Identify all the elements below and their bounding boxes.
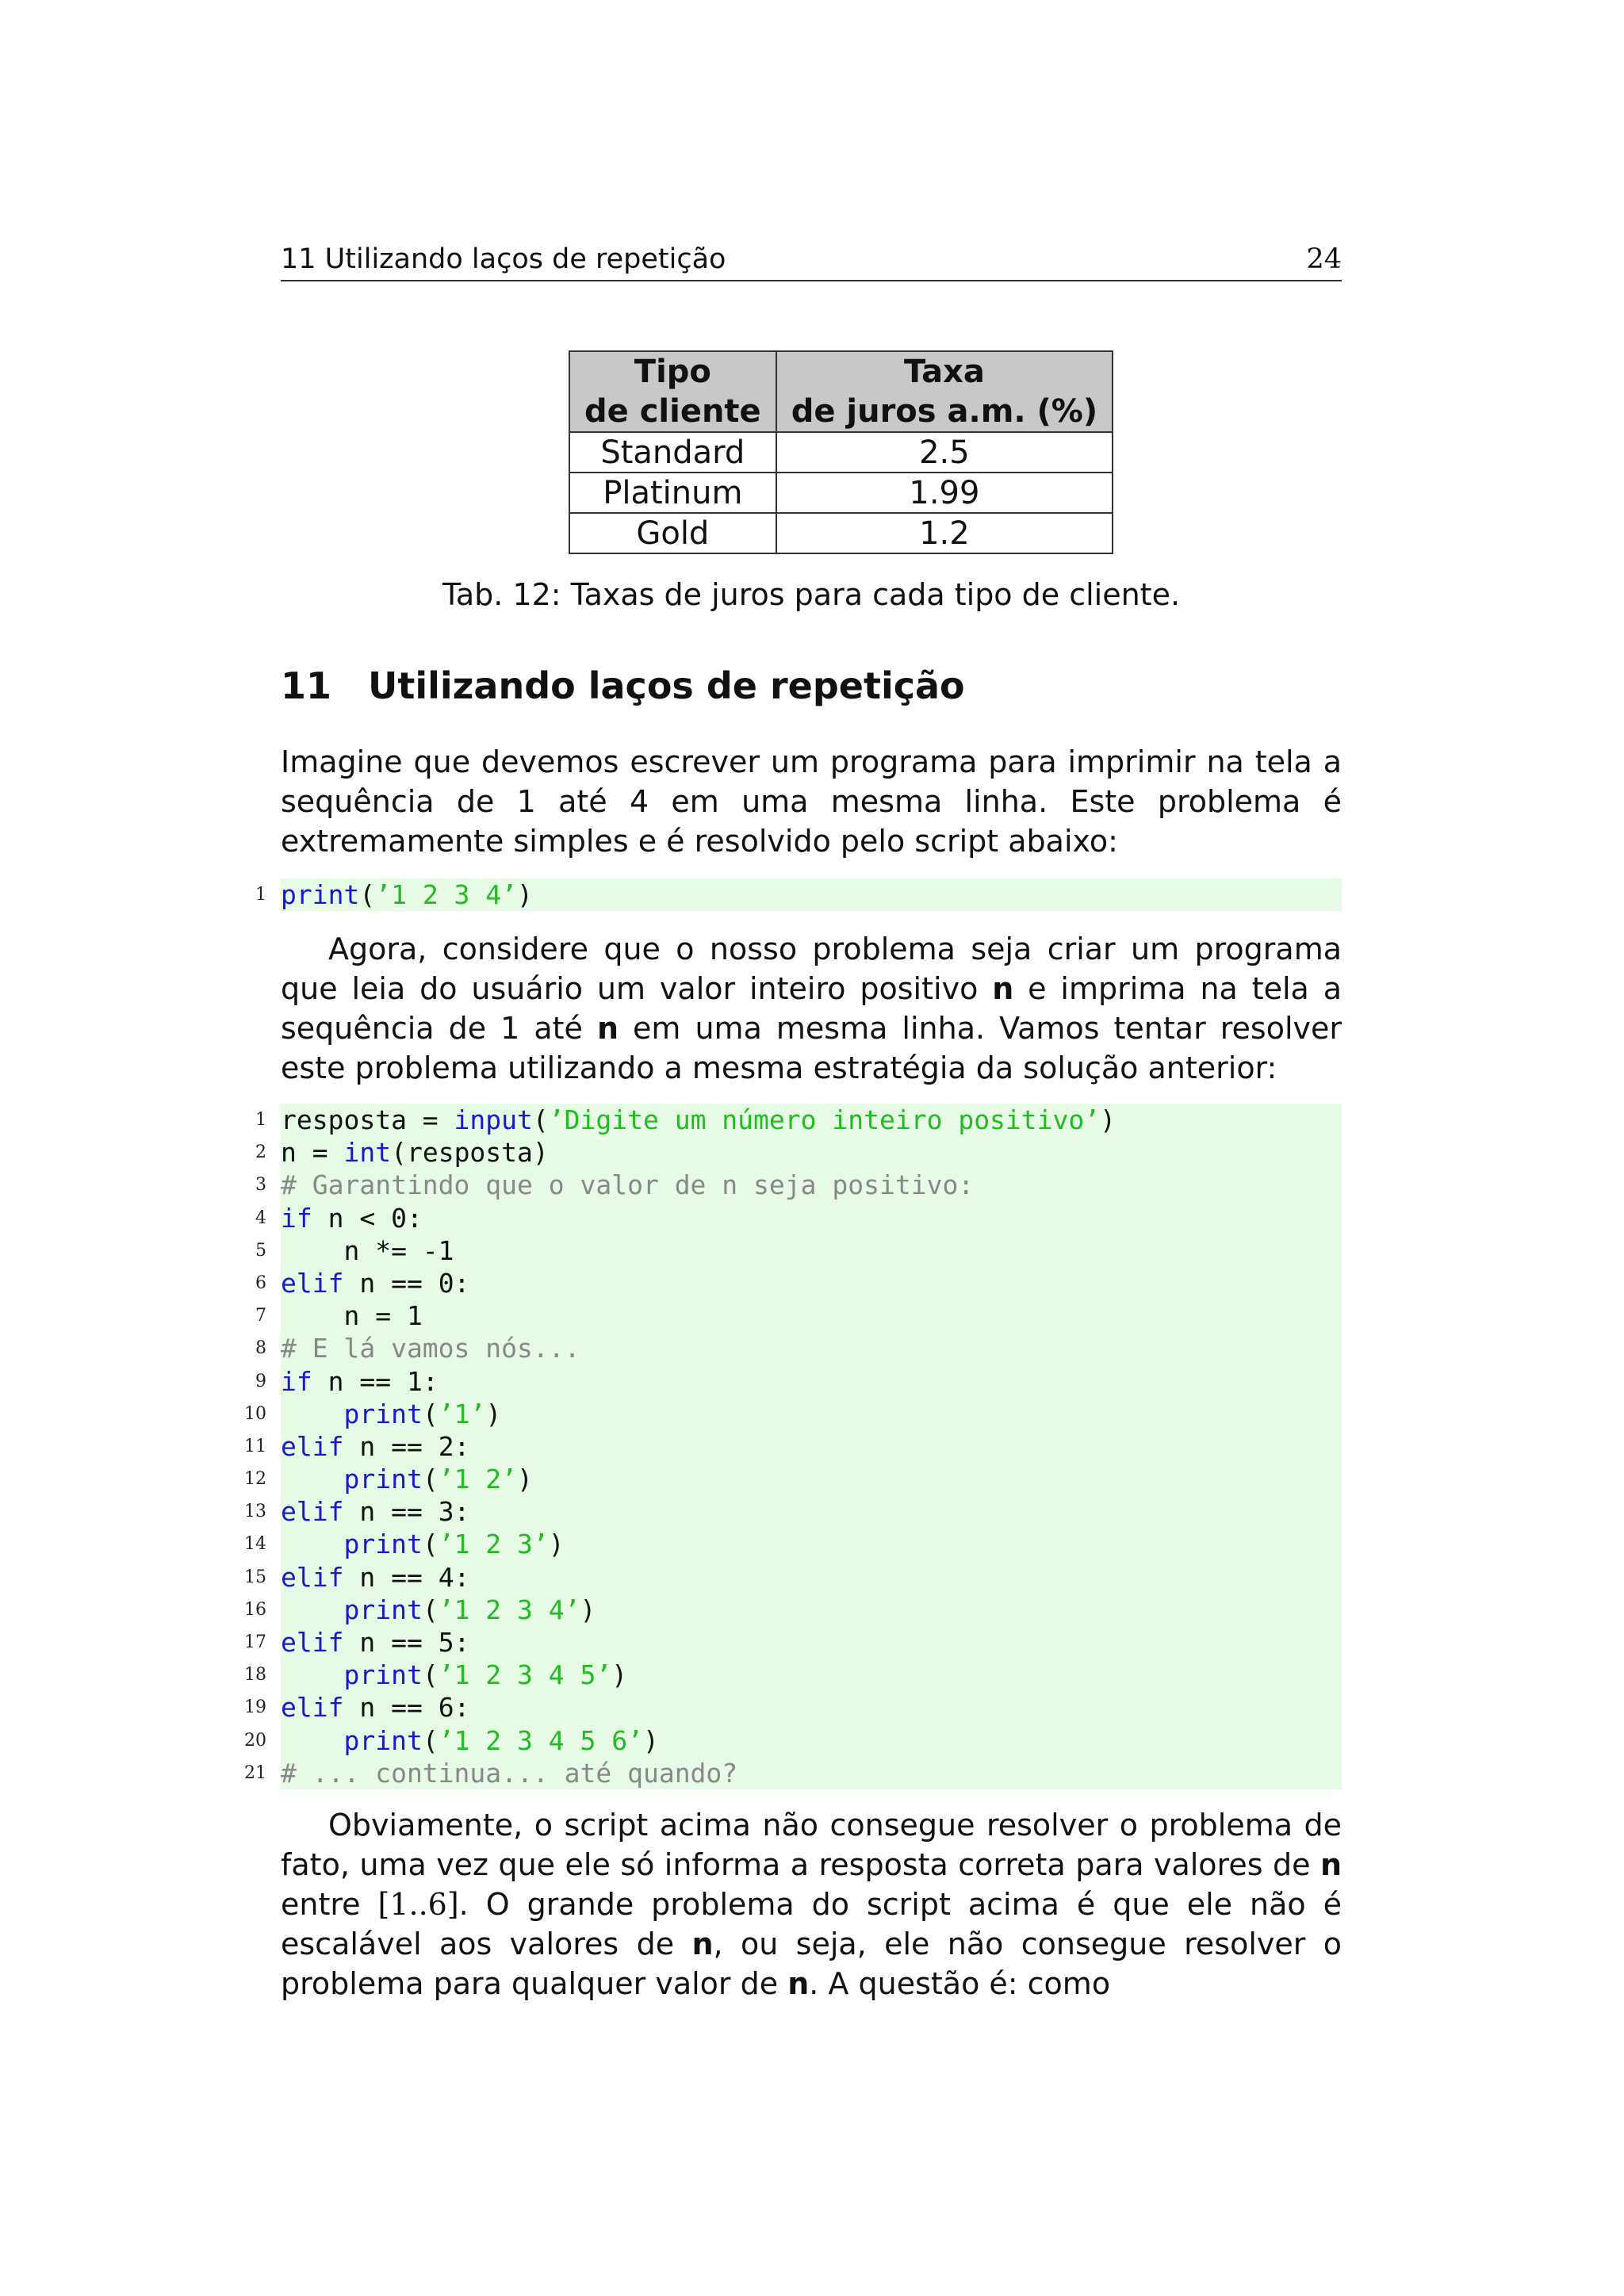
code-token: n == 5: (343, 1627, 470, 1658)
paragraph-intro: Imagine que devemos escrever um programa para imprimir na tela a sequência de 1 até 4 em uma mesma linha. Este problema é extremamente simples e é resolvido pelo script abaixo: (281, 744, 1342, 859)
variable-n: n (691, 1927, 714, 1961)
code-line (244, 1430, 1342, 1463)
code-line (244, 1757, 1342, 1789)
code-line (244, 1724, 1342, 1757)
paragraph-conclusion: Obviamente, o script acima não consegue resolver o problema de fato, uma vez que ele só informa a resposta correta para valores de n entre [1..6]. O grande problema do script acima é que ele não é escalável aos valores de n, ou seja, ele não consegue resolver o problema para qualquer valor de n. A questão é: como (281, 1808, 1342, 2001)
line-number: 16 (244, 1599, 266, 1620)
code-token: elif (281, 1267, 344, 1299)
code-token: elif (281, 1496, 344, 1528)
code-token: ( (359, 879, 376, 910)
line-number: 18 (244, 1665, 266, 1686)
code-token: n = (281, 1137, 344, 1169)
code-token: n < 0: (312, 1202, 423, 1234)
code-token: ) (642, 1724, 659, 1756)
code-block-simple (255, 878, 1342, 911)
line-number: 8 (255, 1338, 266, 1359)
code-token: ’1 2 3’ (438, 1529, 549, 1560)
line-number: 19 (244, 1697, 266, 1718)
code-line (244, 1528, 1342, 1560)
code-token: n == 3: (343, 1496, 470, 1528)
code-token: ’1 2’ (438, 1464, 518, 1495)
code-line (255, 1104, 1342, 1136)
code-line (244, 1463, 1342, 1495)
line-number: 21 (244, 1762, 266, 1783)
code-token: resposta = (281, 1104, 454, 1135)
code-token (281, 1659, 343, 1690)
code-block-naive (244, 1104, 1342, 1789)
code-token: ) (517, 1464, 533, 1495)
table-cell: 1.2 (776, 513, 1113, 553)
code-token: (resposta) (391, 1137, 549, 1169)
table-cell: 1.99 (776, 473, 1113, 513)
code-token: input (454, 1104, 533, 1135)
code-token: if (281, 1365, 312, 1397)
code-token (281, 1399, 343, 1429)
code-line (255, 1234, 1342, 1267)
code-token: # ... continua... até quando? (281, 1757, 738, 1789)
line-number: 20 (244, 1730, 266, 1751)
line-number: 4 (255, 1207, 266, 1228)
code-token: elif (281, 1430, 344, 1462)
line-number: 5 (255, 1240, 266, 1261)
code-token: n == 1: (312, 1365, 439, 1397)
code-token: ) (485, 1398, 502, 1429)
table-row (569, 432, 1113, 473)
code-token: # Garantindo que o valor de n seja positivo: (281, 1169, 975, 1201)
table-caption: Tab. 12: Taxas de juros para cada tipo de cliente. (442, 577, 1181, 612)
code-token: print (281, 879, 360, 910)
interest-rate-table (569, 350, 1113, 554)
code-token: if (281, 1202, 312, 1234)
running-header (281, 242, 1342, 281)
code-token (281, 1464, 343, 1494)
line-number: 10 (244, 1403, 266, 1424)
code-token: ( (422, 1659, 439, 1691)
code-token: ) (580, 1594, 596, 1625)
code-token: ) (611, 1659, 628, 1691)
code-token: ’1 2 3 4 5 6’ (438, 1724, 643, 1756)
line-number: 3 (255, 1175, 266, 1196)
range-expression: [1..6] (377, 1887, 459, 1922)
code-token: ( (422, 1398, 439, 1429)
line-number: 1 (255, 885, 266, 905)
code-line (255, 1267, 1342, 1299)
code-token: n == 0: (343, 1267, 470, 1299)
code-line (255, 1332, 1342, 1364)
line-number: 13 (244, 1502, 266, 1522)
table-cell: Platinum (569, 473, 776, 513)
table-row (569, 473, 1113, 513)
line-number: 6 (255, 1272, 266, 1293)
code-token: ( (422, 1594, 439, 1625)
code-token: ) (1100, 1104, 1116, 1135)
code-line (244, 1561, 1342, 1594)
line-number: 12 (244, 1469, 266, 1490)
code-token: ’1 2 3 4 5’ (438, 1659, 612, 1691)
code-token: ’1’ (438, 1398, 486, 1429)
line-number: 14 (244, 1534, 266, 1555)
code-token: print (343, 1529, 423, 1560)
code-line (255, 1299, 1342, 1332)
code-token: print (343, 1464, 423, 1495)
code-token (281, 1529, 343, 1559)
paragraph-problem: Agora, considere que o nosso problema seja criar um programa que leia do usuário um valor inteiro positivo n e imprima na tela a sequência de 1 até n em uma mesma linha. Vamos tentar resolver este problema utilizando a mesma estratégia da solução anterior: (281, 932, 1342, 1085)
code-line (244, 1659, 1342, 1691)
code-token: # E lá vamos nós... (281, 1333, 580, 1364)
code-line (255, 1202, 1342, 1234)
table-header-row (569, 351, 1113, 432)
column-header-client-type: Tipo de cliente (569, 351, 776, 432)
section-heading (281, 662, 965, 710)
code-token (281, 1725, 343, 1756)
code-token: elif (281, 1692, 344, 1724)
variable-n: n (787, 1966, 810, 2001)
table-row (569, 513, 1113, 553)
column-header-interest-rate: Taxa de juros a.m. (%) (776, 351, 1113, 432)
code-token: ( (422, 1464, 439, 1495)
code-token: n == 6: (343, 1692, 470, 1724)
code-token: elif (281, 1627, 344, 1658)
code-line (244, 1691, 1342, 1724)
code-token: ( (422, 1529, 439, 1560)
code-line (255, 1169, 1342, 1201)
line-number: 17 (244, 1632, 266, 1652)
line-number: 9 (255, 1371, 266, 1391)
code-line (244, 1594, 1342, 1626)
code-line (244, 1398, 1342, 1430)
variable-n: n (992, 971, 1014, 1006)
code-token: ( (422, 1724, 439, 1756)
code-token: ’1 2 3 4’ (438, 1594, 580, 1625)
code-token: ) (548, 1529, 565, 1560)
code-line (244, 1495, 1342, 1528)
line-number: 2 (255, 1142, 266, 1163)
code-token: ’1 2 3 4’ (375, 879, 518, 910)
line-number: 7 (255, 1306, 266, 1326)
code-token: n = 1 (281, 1300, 423, 1332)
section-number: 11 (281, 664, 332, 707)
section-title: Utilizando laços de repetição (368, 664, 965, 707)
table-cell: Gold (569, 513, 776, 553)
code-token: n == 4: (343, 1561, 470, 1593)
code-line (255, 878, 1342, 911)
code-line (244, 1626, 1342, 1659)
code-token: print (343, 1659, 423, 1691)
page-number: 24 (1306, 243, 1342, 275)
table-cell: Standard (569, 432, 776, 473)
code-token: int (343, 1137, 392, 1169)
code-token (281, 1594, 343, 1625)
code-line (255, 1136, 1342, 1169)
table-cell: 2.5 (776, 432, 1113, 473)
line-number: 1 (255, 1110, 266, 1130)
code-line (255, 1365, 1342, 1398)
code-token: elif (281, 1561, 344, 1593)
code-token: ( (532, 1104, 549, 1135)
code-token: n *= -1 (281, 1234, 454, 1266)
code-token: print (343, 1398, 423, 1429)
code-token: print (343, 1724, 423, 1756)
code-token: n == 2: (343, 1430, 470, 1462)
line-number: 11 (244, 1436, 266, 1456)
code-token: ’Digite um número inteiro positivo’ (548, 1104, 1101, 1135)
code-token: print (343, 1594, 423, 1625)
header-title: 11 Utilizando laços de repetição (281, 243, 726, 275)
code-token: ) (517, 879, 533, 910)
line-number: 15 (244, 1567, 266, 1587)
variable-n: n (596, 1011, 619, 1046)
variable-n: n (1320, 1847, 1342, 1882)
